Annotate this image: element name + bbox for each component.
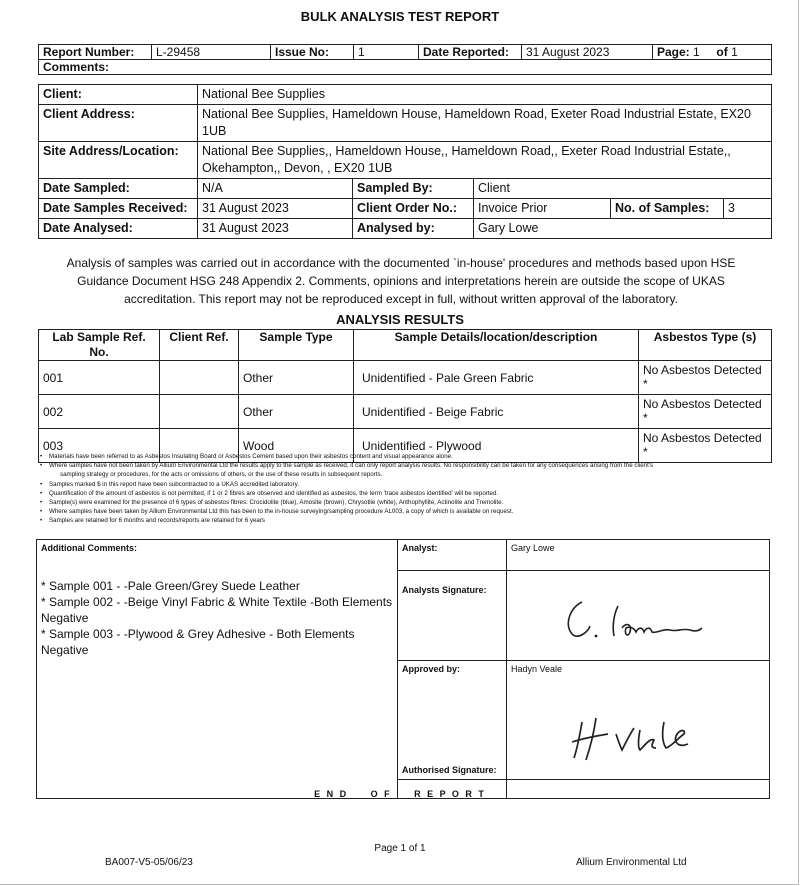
analysed-by-label: Analysed by:	[353, 219, 474, 239]
asbestos-cell	[639, 361, 772, 395]
footnotes-list	[40, 452, 780, 526]
asbestos-result: No Asbestos Detected	[643, 431, 762, 445]
analyst-name: Gary Lowe	[507, 540, 770, 571]
end-of-report: E N D O F R E P O R T	[314, 789, 486, 799]
footnote: • Where samples have been taken by Allium Environmental Ltd this has been to the in-house surveying/sampling procedure AL003, a copy of which is available on request.	[40, 507, 780, 516]
asbestos-cell	[639, 395, 772, 429]
comment-line: * Sample 001 - -Pale Green/Grey Suede Leather	[41, 579, 300, 594]
sample-type-cell: Other	[239, 361, 354, 395]
additional-comments-body	[37, 570, 398, 798]
analysed-by: Gary Lowe	[474, 219, 772, 239]
col-header-details: Sample Details/location/description	[354, 330, 639, 361]
page-label: Page:	[657, 45, 690, 59]
date-sampled-label: Date Sampled:	[39, 179, 198, 199]
approver-signature-image	[560, 708, 710, 768]
client-address-label: Client Address:	[39, 105, 198, 142]
date-reported-label: Date Reported:	[419, 45, 522, 60]
footnote: sampling strategy or procedures, for the acts or omissions of others, or the use of these results in subsequent reports.	[60, 471, 383, 479]
footnote: • Materials have been referred to as Asbestos Insulating Board or Asbestos Cement based upon their asbestos content and visual appearance alone.	[40, 452, 780, 461]
additional-comments-label: Additional Comments:	[37, 540, 398, 571]
of-label: of	[716, 45, 728, 59]
details-cell: Unidentified - Beige Fabric	[354, 395, 639, 429]
footer-code: BA007-V5-05/06/23	[105, 857, 193, 868]
analysis-results-table	[38, 329, 772, 463]
page-cell	[653, 45, 772, 60]
footnote: • Samples are retained for 6 months and records/reports are retained for 6 years	[40, 516, 780, 525]
report-title: BULK ANALYSIS TEST REPORT	[300, 9, 500, 24]
approved-by-label: Approved by:	[402, 664, 461, 675]
asbestos-result: No Asbestos Detected	[643, 397, 762, 411]
col-header-sample-type: Sample Type	[239, 330, 354, 361]
approved-by-name: Hadyn Veale	[507, 661, 770, 780]
page-number: 1	[693, 45, 700, 59]
num-samples-label: No. of Samples:	[611, 199, 724, 219]
order-no: Invoice Prior	[474, 199, 611, 219]
approved-by-cell	[398, 661, 507, 780]
sample-type-cell: Wood	[239, 429, 354, 463]
asbestos-mark: *	[643, 377, 648, 391]
asbestos-mark: *	[643, 445, 648, 459]
page-total: 1	[731, 45, 738, 59]
col-header-asbestos: Asbestos Type (s)	[639, 330, 772, 361]
sample-type-cell: Other	[239, 395, 354, 429]
footnote: • Where samples have not been taken by Allium Environmental Ltd the results apply to the sample as received, it can only report analysis results. No responsibility can be taken for any consequences arising from the client's	[40, 461, 780, 470]
report-header-table	[38, 44, 772, 75]
client-address: National Bee Supplies, Hameldown House, Hameldown Road, Exeter Road Industrial Estate, EX20 1UB	[198, 105, 772, 142]
date-sampled: N/A	[198, 179, 353, 199]
lab-ref-cell: 002	[39, 395, 160, 429]
analysis-results-title: ANALYSIS RESULTS	[336, 312, 464, 327]
client-value: National Bee Supplies	[198, 85, 772, 105]
asbestos-mark: *	[643, 411, 648, 425]
comment-line: * Sample 002 - -Beige Vinyl Fabric & White Textile -Both Elements Negative	[41, 595, 393, 626]
sampled-by-label: Sampled By:	[353, 179, 474, 199]
table-row	[39, 361, 772, 395]
client-label: Client:	[39, 85, 198, 105]
footnote: • Sample(s) were examined for the presence of 6 types of asbestos fibres: Crocidolite (blue), Amosite (brown), Chrysotile (white), Anthophyllite, Actinolite and Tremolite.	[40, 498, 780, 507]
issue-label: Issue No:	[271, 45, 354, 60]
site-address-label: Site Address/Location:	[39, 142, 198, 179]
footer-company: Allium Environmental Ltd	[576, 857, 687, 868]
col-header-lab-ref: Lab Sample Ref. No.	[39, 330, 160, 361]
footnote: • Samples marked $ in this report have been subcontracted to a UKAS accredited laboratory.	[40, 480, 780, 489]
footer-page: Page 1 of 1	[374, 843, 426, 854]
asbestos-result: No Asbestos Detected	[643, 363, 762, 377]
analyst-label: Analyst:	[398, 540, 507, 571]
comment-line: * Sample 003 - -Plywood & Grey Adhesive - Both Elements Negative	[41, 627, 355, 658]
lab-ref-cell: 003	[39, 429, 160, 463]
issue-number: 1	[354, 45, 419, 60]
table-row	[39, 395, 772, 429]
lab-ref-cell: 001	[39, 361, 160, 395]
analyst-signature-label: Analysts Signature:	[398, 570, 507, 660]
client-ref-cell	[160, 395, 239, 429]
num-samples: 3	[724, 199, 772, 219]
authorised-signature-label: Authorised Signature:	[402, 765, 497, 776]
site-address: National Bee Supplies,, Hameldown House,, Hameldown Road,, Exeter Road Industrial Estate,, Okehampton,, Devon, , EX20 1UB	[198, 142, 772, 179]
date-reported: 31 August 2023	[522, 45, 653, 60]
report-number: L-29458	[152, 45, 271, 60]
client-ref-cell	[160, 361, 239, 395]
col-header-client-ref: Client Ref.	[160, 330, 239, 361]
date-analysed: 31 August 2023	[198, 219, 353, 239]
client-table	[38, 84, 772, 239]
date-received-label: Date Samples Received:	[39, 199, 198, 219]
date-received: 31 August 2023	[198, 199, 353, 219]
date-analysed-label: Date Analysed:	[39, 219, 198, 239]
accreditation-note: Analysis of samples was carried out in accordance with the documented `in-house' procedures and methods based upon HSE Guidance Document HSG 248 Appendix 2. Comments, opinions and interpretations herein are outside the scope of UKAS accreditation. This report may not be reproduced except in full, without written approval of the laboratory.	[66, 256, 736, 306]
report-number-label: Report Number:	[39, 45, 152, 60]
sampled-by: Client	[474, 179, 772, 199]
analyst-signature-image	[560, 590, 710, 650]
footnote: • Quantification of the amount of asbestos is not permitted, if 1 or 2 fibres are observed and identified as asbestos, the term 'trace asbestos identified' will be reported.	[40, 489, 780, 498]
comments-label: Comments:	[39, 60, 772, 75]
order-no-label: Client Order No.:	[353, 199, 474, 219]
details-cell: Unidentified - Pale Green Fabric	[354, 361, 639, 395]
details-cell: Unidentified - Plywood	[354, 429, 639, 463]
